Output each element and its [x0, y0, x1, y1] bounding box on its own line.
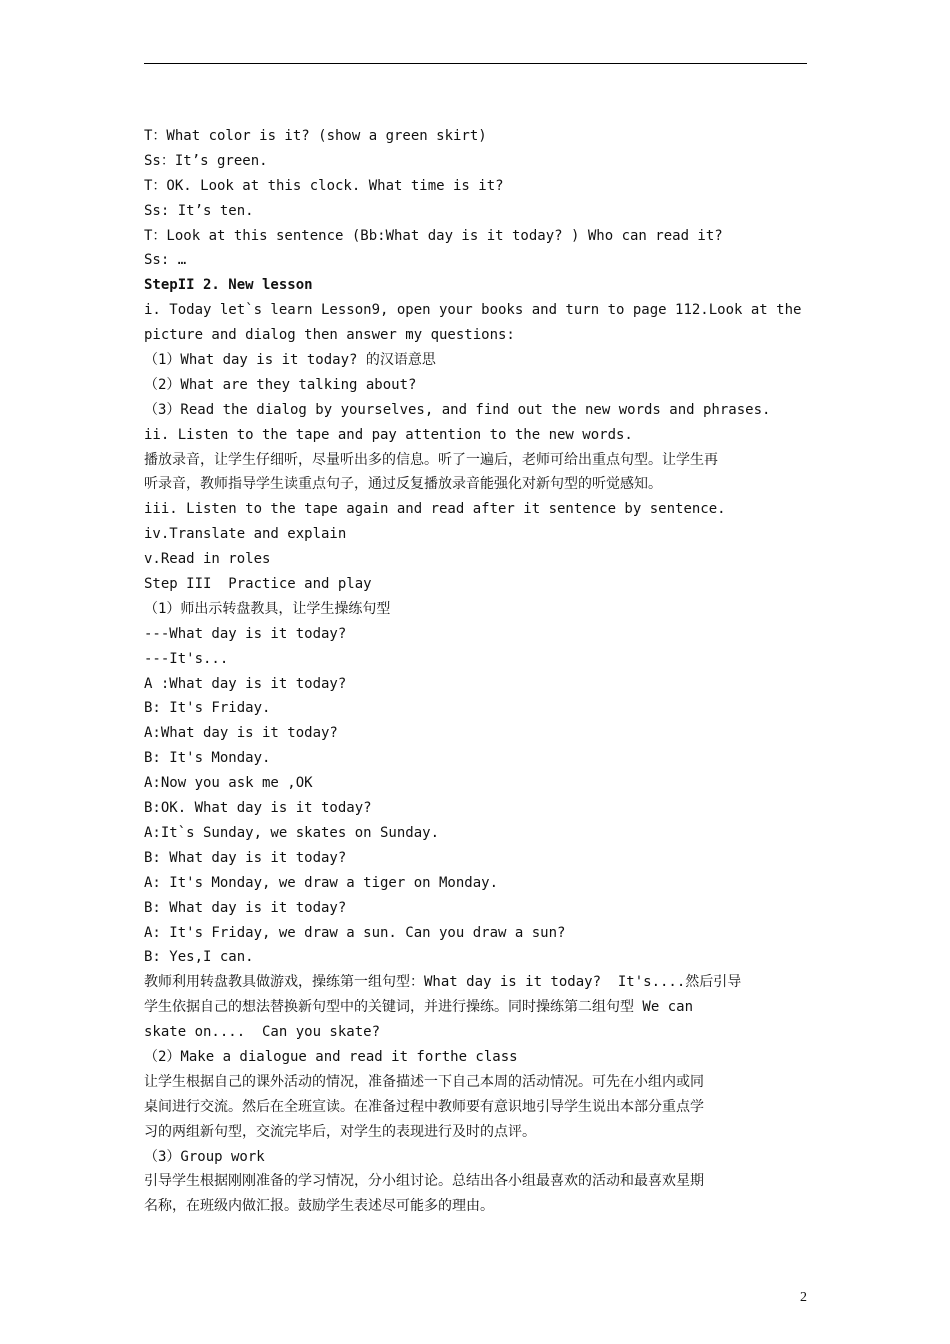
- text-line: B: What day is it today?: [144, 899, 347, 916]
- section-heading: StepII 2. New lesson: [144, 277, 313, 294]
- text-line: i. Today let`s learn Lesson9, open your books and turn to page 112.Look at the: [144, 302, 802, 319]
- text-line: ii. Listen to the tape and pay attention to the new words.: [144, 426, 633, 443]
- text-line: Ss：It’s green.: [144, 152, 268, 169]
- text-line: 播放录音，让学生仔细听，尽量听出多的信息。听了一遍后，老师可给出重点句型。让学生再: [144, 451, 718, 468]
- header-rule: [144, 63, 807, 64]
- text-line: 学生依据自己的想法替换新句型中的关键词，并进行操练。同时操练第二组句型 We can: [144, 999, 693, 1016]
- text-line: （3）Group work: [144, 1148, 265, 1165]
- text-line: T：Look at this sentence (Bb:What day is it today? ) Who can read it?: [144, 227, 723, 244]
- text-line: 引导学生根据刚刚准备的学习情况，分小组讨论。总结出各小组最喜欢的活动和最喜欢星期: [144, 1173, 704, 1190]
- text-line: A:It`s Sunday, we skates on Sunday.: [144, 824, 440, 841]
- text-line: ---It's...: [144, 650, 229, 667]
- text-line: A:What day is it today?: [144, 725, 338, 742]
- text-line: B: What day is it today?: [144, 849, 347, 866]
- text-line: iv.Translate and explain: [144, 526, 347, 543]
- text-line: Step III Practice and play: [144, 576, 372, 593]
- text-line: B: Yes,I can.: [144, 949, 254, 966]
- page-number: 2: [800, 1290, 807, 1305]
- text-line: （1）What day is it today? 的汉语意思: [144, 352, 436, 369]
- text-line: 让学生根据自己的课外活动的情况，准备描述一下自己本周的活动情况。可先在小组内或同: [144, 1073, 704, 1090]
- text-line: picture and dialog then answer my questions:: [144, 327, 515, 344]
- text-line: B: It's Friday.: [144, 700, 271, 717]
- text-line: A: It's Monday, we draw a tiger on Monday.: [144, 874, 499, 891]
- text-line: 习的两组新句型，交流完毕后，对学生的表现进行及时的点评。: [144, 1123, 536, 1140]
- text-line: T：OK. Look at this clock. What time is it?: [144, 177, 504, 194]
- text-line: ---What day is it today?: [144, 625, 347, 642]
- text-line: （1）师出示转盘教具，让学生操练句型: [144, 600, 391, 617]
- text-line: skate on.... Can you skate?: [144, 1024, 381, 1041]
- text-line: B: It's Monday.: [144, 750, 271, 767]
- text-line: Ss: …: [144, 252, 187, 269]
- text-line: Ss: It’s ten.: [144, 202, 254, 219]
- text-line: 名称，在班级内做汇报。鼓励学生表述尽可能多的理由。: [144, 1198, 494, 1215]
- text-line: A:Now you ask me ,OK: [144, 775, 313, 792]
- text-line: （3）Read the dialog by yourselves, and find out the new words and phrases.: [144, 401, 771, 418]
- text-line: 听录音，教师指导学生读重点句子，通过反复播放录音能强化对新句型的听觉感知。: [144, 476, 662, 493]
- text-line: 桌间进行交流。然后在全班宣读。在准备过程中教师要有意识地引导学生说出本部分重点学: [144, 1098, 704, 1115]
- text-line: （2）What are they talking about?: [144, 376, 417, 393]
- text-line: v.Read in roles: [144, 551, 271, 568]
- text-line: T：What color is it? (show a green skirt): [144, 128, 487, 144]
- text-line: iii. Listen to the tape again and read after it sentence by sentence.: [144, 501, 726, 518]
- text-line: B:OK. What day is it today?: [144, 800, 372, 817]
- text-line: 教师利用转盘教具做游戏，操练第一组句型：What day is it today? It's....然后引导: [144, 974, 742, 991]
- text-line: A :What day is it today?: [144, 675, 347, 692]
- text-line: （2）Make a dialogue and read it forthe class: [144, 1048, 518, 1065]
- text-line: A: It's Friday, we draw a sun. Can you draw a sun?: [144, 924, 566, 941]
- document-body: [144, 124, 808, 1219]
